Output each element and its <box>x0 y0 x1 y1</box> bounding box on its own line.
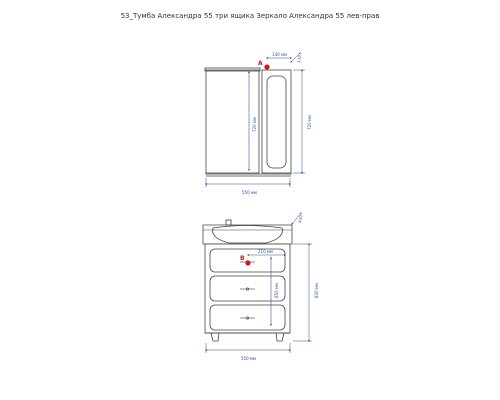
cabinet-width-label: 550 мм <box>241 356 256 361</box>
cabinet-leg-right <box>276 333 284 341</box>
cabinet-depth-label: 420 <box>297 214 304 224</box>
cabinet-marker-label: B <box>240 255 245 262</box>
mirror-height-label: 720 мм <box>307 115 312 130</box>
cabinet-inner-height-label: 650 мм <box>274 283 279 298</box>
mirror-drawing <box>205 68 292 176</box>
mirror-shelf-label: 140 мм <box>272 52 287 57</box>
mirror-width-label: 550 мм <box>242 190 257 195</box>
mirror-side-cabinet <box>262 70 291 173</box>
mirror-marker-label: A <box>258 60 263 67</box>
drawing-title: 53_Тумба Александра 55 три ящика Зеркало Александра 55 лев-прав <box>120 12 380 20</box>
mirror-marker-dot <box>264 64 269 69</box>
mirror-depth-label: 170 <box>296 54 303 64</box>
mirror-inner-height-label: 720 мм <box>252 117 257 132</box>
cabinet-inner-width-label: 210 мм <box>258 249 273 254</box>
cabinet-leg-left <box>211 333 219 341</box>
cabinet-height-label: 830 мм <box>314 283 319 298</box>
sink-faucet <box>226 220 231 225</box>
cabinet-marker-dot <box>245 260 250 265</box>
cabinet-drawing <box>203 220 292 341</box>
